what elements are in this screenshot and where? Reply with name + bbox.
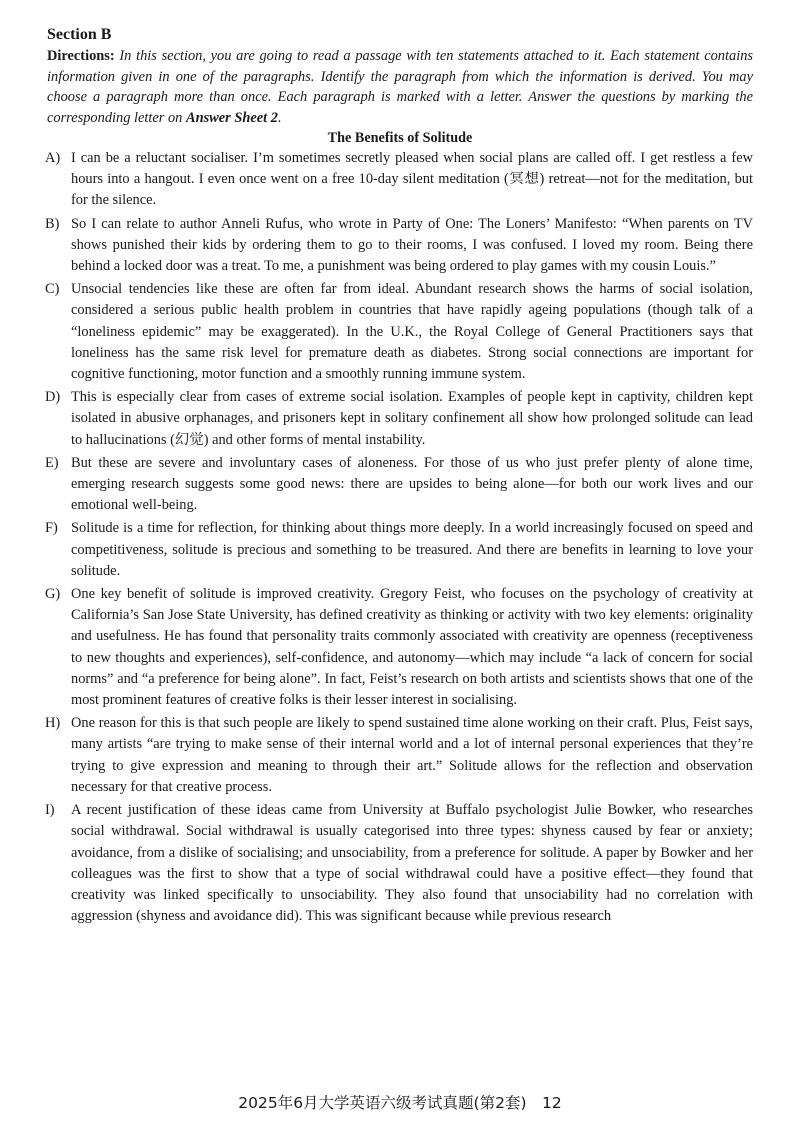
- passage-title: The Benefits of Solitude: [327, 130, 473, 146]
- paragraph-i: [47, 800, 753, 927]
- paragraph-text: One reason for this is that such people are likely to spend sustained time alone working on their craft. Plus, Feist says, many artists “are trying to make sense of their internal world and a lot of internal personal experiences that they’re trying to give expression and meaning to through their art.” Solitude allows for the reflection and observation necessary for that creative process.: [71, 715, 753, 795]
- paragraph-f: [47, 518, 753, 582]
- directions: [47, 46, 753, 128]
- paragraph-letter: G): [45, 586, 61, 603]
- paragraph-letter: C): [45, 281, 60, 298]
- paragraph-text: But these are severe and involuntary cases of aloneness. For those of us who just prefer plenty of alone time, emerging research suggests some good news: there are upsides to being alone—for both our work lives and our emotional well-being.: [71, 454, 753, 514]
- answer-sheet-label: Answer Sheet 2: [185, 109, 278, 126]
- paragraph-a: [47, 148, 753, 212]
- paragraph-text: Solitude is a time for reflection, for thinking about things more deeply. In a world increasingly focused on speed and competitiveness, solitude is precious and something to be treasured. And there are benefits in learning to love your solitude.: [71, 520, 753, 579]
- paragraph-letter: A): [45, 150, 61, 166]
- paragraph-letter: F): [45, 520, 58, 537]
- paragraph-h: [47, 713, 753, 798]
- paragraph-g: [47, 584, 753, 711]
- paragraph-letter: H): [45, 715, 61, 732]
- paragraph-text: A recent justification of these ideas came from University at Buffalo psychologist Julie Bowker, who researches social withdrawal. Social withdrawal is usually categorised into three types: shyness caused by fear or anxiety; avoidance, from a dislike of socialising; and unsociability, from a preference for solitude. A paper by Bowker and her colleagues was the first to show that a type of social withdrawal could have a positive effect—they found that creativity was linked specifically to unsociability. They also found that unsociability had no correlation with aggression (shyness and avoidance did). This was significant because while previous research: [71, 802, 753, 925]
- paragraph-text: So I can relate to author Anneli Rufus, who wrote in Party of One: The Loners’ Manifesto: “When parents on TV shows punished their kids by ordering them to go to their rooms, I was confused. I loved my room. Being there behind a locked door was a treat. To me, a punishment was being ordered to play games with my cousin Louis.”: [71, 215, 753, 275]
- paragraph-letter: B): [45, 215, 60, 232]
- paragraph-e: [47, 453, 753, 517]
- paragraph-d: [47, 387, 753, 451]
- directions-text: In this section, you are going to read a passage with ten statements attached to it. Each statement contains information given in one of the paragraphs. Identify the paragraph from which the information is derived. You may choose a paragraph more than once. Each paragraph is marked with a letter. Answer the questions by marking the corresponding letter on: [47, 48, 753, 126]
- page-footer: 2025年6月大学英语六级考试真题(第2套) 12: [238, 1094, 562, 1112]
- page-content: [47, 24, 753, 929]
- paragraph-text: I can be a reluctant socialiser. I’m sometimes secretly pleased when social plans are called off. I get restless a few hours into a hangout. I even once went on a free 10-day silent meditation (冥想) retreat—not for the meditation, but for the silence.: [71, 150, 753, 209]
- section-title: Section B: [47, 26, 112, 43]
- paragraph-text: One key benefit of solitude is improved creativity. Gregory Feist, who focuses on the psychology of creativity at California’s San Jose State University, has defined creativity as thinking or activity with two key elements: originality and usefulness. He has found that personality traits commonly associated with creativity are openness (receptiveness to new thoughts and experiences), self-confidence, and autonomy—which may include “a lack of concern for social norms” and “a preference for being alone”. In fact, Feist’s research on both artists and scientists shows that one of the most prominent features of creative folks is their lesser interest in socialising.: [71, 586, 753, 709]
- paragraph-b: [47, 214, 753, 278]
- paragraph-text: Unsocial tendencies like these are often far from ideal. Abundant research shows the harms of social isolation, considered a serious public health problem in countries that have rapidly ageing populations (though talk of a “loneliness epidemic” may be exaggerated). In the U.K., the Royal College of General Practitioners says that loneliness has the same risk level for premature death as diabetes. Strong social connections are important for cognitive functioning, motor function and a smoothly running immune system.: [71, 281, 753, 383]
- paragraph-letter: E): [45, 454, 59, 471]
- paragraph-c: [47, 279, 753, 385]
- directions-end: .: [277, 109, 282, 126]
- paragraph-letter: D): [45, 389, 61, 406]
- paragraph-letter: I): [45, 802, 55, 819]
- directions-label: Directions:: [47, 48, 115, 64]
- paragraph-text: This is especially clear from cases of extreme social isolation. Examples of people kept in captivity, children kept isolated in abusive orphanages, and prisoners kept in solitary confinement all show how prolonged solitude can lead to hallucinations (幻觉) and other forms of mental instability.: [71, 389, 753, 448]
